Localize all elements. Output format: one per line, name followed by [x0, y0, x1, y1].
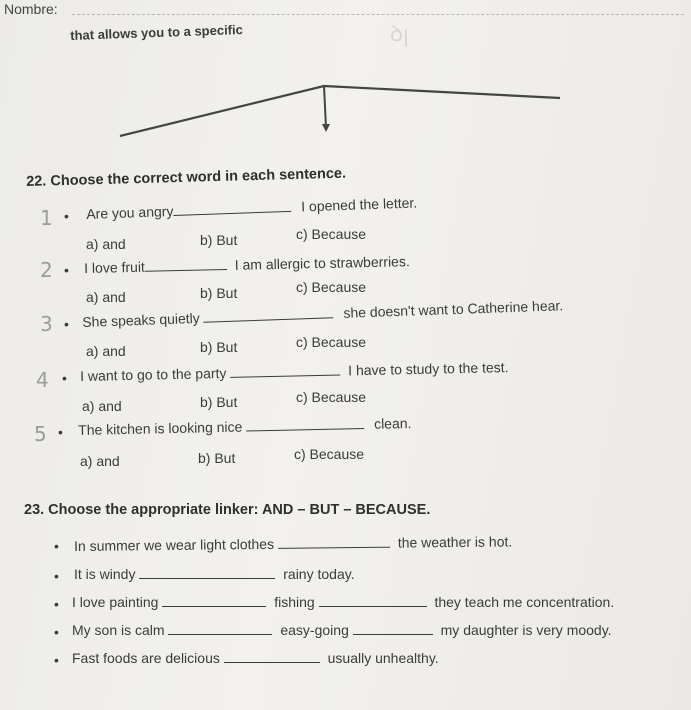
option-b: b) But: [200, 339, 238, 355]
section-22-heading: 22. Choose the correct word in each sentence.: [26, 165, 347, 190]
bullet: •: [62, 370, 67, 386]
sentence-row: [74, 566, 355, 582]
bullet: •: [64, 208, 69, 224]
answer-blank[interactable]: [278, 535, 390, 549]
bullet: •: [64, 262, 69, 278]
sentence-middle: easy-going: [280, 622, 349, 638]
answer-blank[interactable]: [203, 305, 333, 323]
sentence-row: [80, 359, 509, 384]
sentence-row: [78, 415, 412, 438]
sentence-row: [84, 253, 410, 276]
handwritten-number: 5: [34, 422, 47, 446]
bullet: •: [54, 652, 59, 668]
answer-blank[interactable]: [353, 622, 433, 635]
answer-blank[interactable]: [319, 594, 427, 607]
answer-blank[interactable]: [224, 650, 320, 663]
handwritten-number: 4: [36, 368, 49, 392]
handwritten-number: 3: [40, 312, 53, 336]
bullet: •: [58, 424, 63, 440]
answer-blank[interactable]: [230, 363, 340, 378]
answer-blank[interactable]: [168, 622, 272, 635]
sentence-end: I have to study to the test.: [348, 359, 509, 379]
bullet: •: [54, 624, 59, 640]
bullet: •: [54, 568, 59, 584]
answer-blank[interactable]: [246, 416, 364, 431]
sentence-start: My son is calm: [72, 622, 165, 638]
name-label: Nombre:: [4, 1, 58, 17]
sentence-start: The kitchen is looking nice: [78, 418, 243, 438]
section-23-heading: 23. Choose the appropriate linker: AND – BUT – BECAUSE.: [24, 502, 431, 518]
option-a: a) and: [80, 453, 120, 469]
sentence-end: she doesn't want to Catherine hear.: [343, 297, 564, 321]
sentence-start: In summer we wear light clothes: [74, 535, 275, 554]
option-c: c) Because: [296, 226, 367, 242]
option-c: c) Because: [294, 446, 365, 462]
bullet: •: [54, 538, 59, 554]
sentence-row: [82, 297, 563, 330]
answer-blank[interactable]: [139, 566, 275, 579]
option-a: a) and: [82, 398, 122, 414]
line-diagram: [110, 78, 570, 148]
sentence-end: rainy today.: [283, 566, 355, 582]
answer-blank[interactable]: [173, 199, 291, 216]
option-a: a) and: [86, 236, 126, 252]
handwritten-number: 1: [40, 206, 53, 230]
option-b: b) But: [198, 450, 236, 466]
sentence-start: It is windy: [74, 566, 136, 582]
sentence-start: Are you angry: [86, 202, 174, 222]
name-line: [72, 14, 684, 15]
option-a: a) and: [86, 343, 126, 359]
option-b: b) But: [200, 394, 238, 410]
sentence-row: [72, 650, 439, 666]
sentence-start: I love fruit: [84, 258, 146, 276]
sentence-start: Fast foods are delicious: [72, 650, 220, 666]
sentence-middle: fishing: [274, 594, 315, 610]
sentence-end: I opened the letter.: [300, 194, 418, 215]
faded-mark: ꝺꞁ: [390, 21, 409, 46]
sentence-end: I am allergic to strawberries.: [234, 253, 410, 273]
option-c: c) Because: [296, 279, 367, 295]
sentence-end: they teach me concentration.: [434, 594, 615, 610]
sentence-start: I want to go to the party: [80, 364, 227, 384]
sentence-row: [86, 194, 417, 222]
sentence-end: usually unhealthy.: [327, 650, 439, 666]
option-a: a) and: [86, 289, 126, 305]
sentence-start: She speaks quietly: [82, 309, 201, 330]
option-b: b) But: [200, 285, 238, 301]
option-c: c) Because: [296, 389, 367, 405]
bullet: •: [64, 316, 69, 332]
bullet: •: [54, 596, 59, 612]
sentence-end: my daughter is very moody.: [440, 622, 612, 638]
sentence-end: clean.: [373, 415, 412, 432]
sentence-row: [72, 594, 614, 610]
handwritten-number: 2: [40, 258, 53, 282]
option-c: c) Because: [296, 334, 367, 350]
answer-blank[interactable]: [162, 594, 266, 607]
sentence-end: the weather is hot.: [397, 533, 513, 551]
answer-blank[interactable]: [145, 257, 227, 272]
sentence-row: [74, 533, 512, 554]
option-b: b) But: [200, 232, 238, 248]
clipped-text: that allows you to a specific: [70, 21, 244, 43]
sentence-start: I love painting: [72, 594, 159, 610]
sentence-row: [72, 622, 612, 638]
